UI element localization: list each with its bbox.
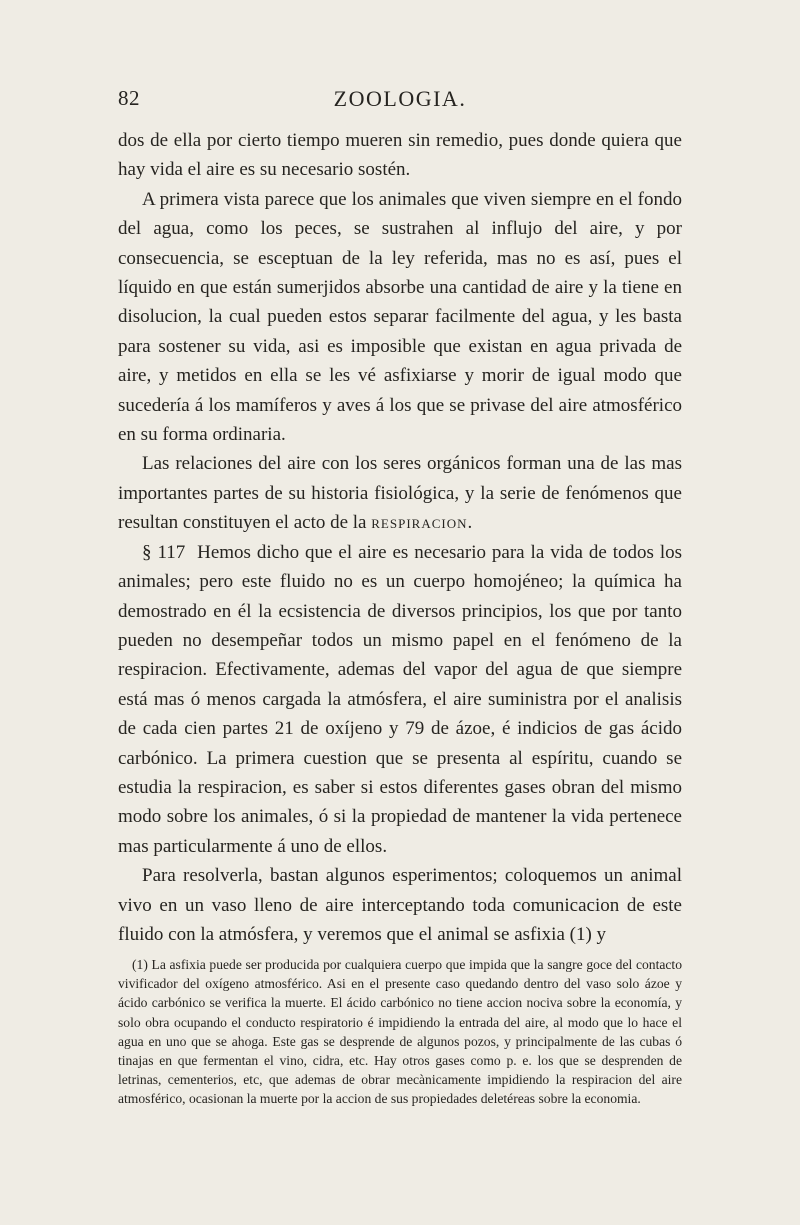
paragraph-text: A primera vista parece que los animales que viven siempre en el fondo del agua, como los peces, se sustrahen al influjo del aire, y por consecuencia, se esceptuan de la ley referida, mas no es así, pues el líquido en que están sumerjidos absorbe una cantidad de aire y la tiene en disolucion, la cual pueden estos separar facilmente del agua, y les basta para sostener su vida, asi es imposible que existan en agua privada de aire, y metidos en ella se les vé asfixiarse y morir de igual modo que sucedería á los mamíferos y aves á los que se privase del aire atmosférico en su forma ordinaria.: [118, 188, 682, 446]
page-header: [118, 86, 682, 116]
paragraph-text: Las relaciones del aire con los seres orgánicos forman una de las mas importantes partes de su historia fisiológica, y la serie de fenómenos que resultan constituyen el acto de la: [118, 453, 682, 534]
section-number: § 117: [142, 541, 186, 563]
running-title: ZOOLOGIA.: [333, 86, 467, 111]
page-number: 82: [118, 86, 140, 110]
paragraph-aquatic-animals: [118, 185, 682, 450]
paragraph-text: Para resolverla, bastan algunos esperimentos; coloquemos un animal vivo en un vaso lleno de aire interceptando toda comunicacion de este fluido con la atmósfera, y veremos que el animal se asfixia (1) y: [118, 865, 682, 945]
footnote-marker: (1): [132, 957, 148, 972]
paragraph-text: dos de ella por cierto tiempo mueren sin remedio, pues donde quiera que hay vida el aire es su necesario sostén.: [118, 130, 682, 181]
term-respiracion: respiracion: [371, 512, 468, 534]
footnote: [118, 955, 682, 1109]
paragraph-text-end: .: [467, 512, 473, 534]
body-text: [118, 126, 682, 949]
paragraph-section-117: [118, 538, 682, 861]
paragraph-continuation: [118, 126, 682, 185]
paragraph-respiration-intro: [118, 449, 682, 537]
footnote-text: La asfixia puede ser producida por cualquiera cuerpo que impida que la sangre goce del contacto vivificador del oxígeno atmosférico. Asi en el presente caso quedando dentro del vaso solo ázoe y ácido carbónico se verifica la muerte. El ácido carbónico no tiene accion nociva sobre la economía, y solo obra ocupando el conducto respiratorio é impidiendo la entrada del aire, al modo que lo hace el agua en uno que se ahoga. Este gas se desprende de algunos pozos, y principalmente de las cubas ó tinajas en que fermentan el vino, cidra, etc. Hay otros gases como p. e. los que se desprenden de letrinas, cementerios, etc, que ademas de obrar mecànicamente impidiendo la respiracion del aire atmosférico, ocasionan la muerte por la accion de sus propiedades deletéreas sobre la economia.: [118, 957, 682, 1107]
paragraph-experiments: [118, 861, 682, 949]
paragraph-text: Hemos dicho que el aire es necesario para la vida de todos los animales; pero este fluido no es un cuerpo homojéneo; la química ha demostrado en él la ecsistencia de diversos principios, los que por tanto pueden no desempeñar todos un mismo papel en el fenómeno de la respiracion. Efectivamente, ademas del vapor del agua de que siempre está mas ó menos cargada la atmósfera, el aire suministra por el analisis de cada cien partes 21 de oxíjeno y 79 de ázoe, é indicios de gas ácido carbónico. La primera cuestion que se presenta al espíritu, cuando se estudia la respiracion, es saber si estos diferentes gases obran del mismo modo sobre los animales, ó si la propiedad de mantener la vida pertenece mas particularmente á uno de ellos.: [118, 541, 682, 857]
